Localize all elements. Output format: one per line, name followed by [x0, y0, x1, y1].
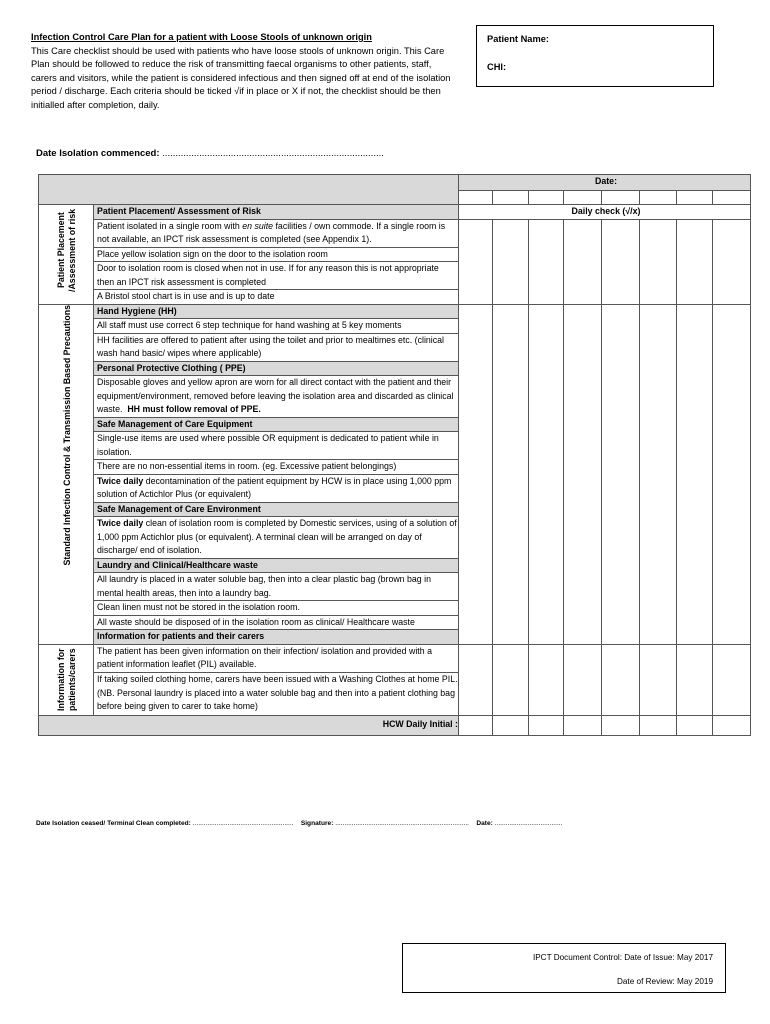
section-ppe: Personal Protective Clothing ( PPE): [94, 361, 459, 376]
hcw-daily-initial-label: HCW Daily Initial :: [39, 715, 459, 735]
date-isolation-label: Date Isolation commenced:: [36, 148, 160, 159]
check-cell[interactable]: [677, 644, 713, 715]
ceased-label: Date Isolation ceased/ Terminal Clean completed:: [36, 820, 191, 827]
item-equipment-decon: Twice daily decontamination of the patient equipment by HCW is in place using 1,000 ppm solution of Actichlor Plus (or equivalent): [94, 474, 459, 502]
group-placement: Patient Placement /Assessment of risk: [39, 205, 94, 305]
check-cell[interactable]: [493, 219, 529, 304]
initial-cell[interactable]: [459, 715, 493, 735]
patient-name-label: Patient Name:: [487, 34, 549, 44]
date-cell[interactable]: [459, 191, 493, 205]
check-cell[interactable]: [529, 644, 564, 715]
group-info-patients: Information for patients/carers: [39, 644, 94, 715]
item-waste-disposal: All waste should be disposed of in the isolation room as clinical/ Healthcare waste: [94, 615, 459, 630]
initial-cell[interactable]: [493, 715, 529, 735]
item-hh-facilities: HH facilities are offered to patient after using the toilet and prior to mealtimes etc. (clinical wash hand basic/ wipes where applicable): [94, 333, 459, 361]
date-isolation-commenced[interactable]: [36, 148, 384, 159]
check-cell[interactable]: [640, 219, 677, 304]
check-cell[interactable]: [640, 304, 677, 644]
check-cell[interactable]: [677, 219, 713, 304]
date-header: Date:: [459, 175, 751, 191]
ceased-field[interactable]: .......................................................: [190, 820, 294, 827]
item-laundry-bag: All laundry is placed in a water soluble bag, then into a clear plastic bag (brown bag in mental health areas, then into a laundry bag.: [94, 573, 459, 601]
section-care-equipment: Safe Management of Care Equipment: [94, 417, 459, 432]
section-hand-hygiene: Hand Hygiene (HH): [94, 304, 459, 319]
chi-label: CHI:: [487, 62, 507, 72]
check-cell[interactable]: [459, 219, 493, 304]
check-cell[interactable]: [529, 304, 564, 644]
check-cell[interactable]: [459, 304, 493, 644]
item-hand-washing: All staff must use correct 6 step technique for hand washing at 5 key moments: [94, 319, 459, 334]
table-header-blank: [39, 175, 459, 205]
date-cell[interactable]: [564, 191, 602, 205]
check-cell[interactable]: [602, 304, 640, 644]
patient-details-box: [476, 25, 714, 87]
item-washing-clothes: If taking soiled clothing home, carers have been issued with a Washing Clothes at home PIL. (NB. Personal laundry is placed into a water soluble bag and then into a patient clothing bag before being given to carer to take home): [94, 673, 459, 715]
item-no-non-essential: There are no non-essential items in room. (eg. Excessive patient belongings): [94, 460, 459, 475]
date-cell[interactable]: [677, 191, 713, 205]
check-cell[interactable]: [564, 304, 602, 644]
signature-field[interactable]: .........................................................................: [333, 820, 469, 827]
check-cell[interactable]: [640, 644, 677, 715]
item-door-closed: Door to isolation room is closed when not in use. If for any reason this is not appropriate then an IPCT risk assessment is completed: [94, 262, 459, 290]
document-title: Infection Control Care Plan for a patient with Loose Stools of unknown origin: [31, 32, 372, 42]
signoff-date-field[interactable]: .....................................: [492, 820, 563, 827]
group-standard-precautions: Standard Infection Control & Transmission Based Precautions: [39, 304, 94, 644]
intro-body: This Care checklist should be used with patients who have loose stools of unknown origin. This Care Plan should be followed to reduce the risk of transmitting faecal organisms to other patients, staff, carers and visitors, while the patient is considered infectious and then signed off at end of the isolation period / discharge. Each criteria should be ticked √if in place or X if not, the checklist should be then initialled after completion, daily.: [31, 45, 451, 110]
date-cell[interactable]: [602, 191, 640, 205]
care-checklist-table: [38, 174, 751, 736]
initial-cell[interactable]: [529, 715, 564, 735]
daily-check-header: Daily check (√/x): [459, 205, 751, 220]
date-cell[interactable]: [713, 191, 751, 205]
section-care-environment: Safe Management of Care Environment: [94, 502, 459, 517]
initial-cell[interactable]: [564, 715, 602, 735]
section-laundry-waste: Laundry and Clinical/Healthcare waste: [94, 558, 459, 573]
check-cell[interactable]: [713, 644, 751, 715]
item-single-room: Patient isolated in a single room with en suite facilities / own commode. If a single room is not available, an IPCT risk assessment is completed (see Appendix 1).: [94, 219, 459, 247]
section-placement: Patient Placement/ Assessment of Risk: [94, 205, 459, 220]
signature-label: Signature:: [300, 820, 334, 827]
date-cell[interactable]: [529, 191, 564, 205]
check-cell[interactable]: [564, 219, 602, 304]
date-cell[interactable]: [493, 191, 529, 205]
item-clean-linen: Clean linen must not be stored in the isolation room.: [94, 601, 459, 616]
check-cell[interactable]: [602, 644, 640, 715]
check-cell[interactable]: [602, 219, 640, 304]
initial-cell[interactable]: [640, 715, 677, 735]
intro-text: [31, 31, 451, 113]
date-isolation-field[interactable]: ....................................................................................: [159, 148, 384, 159]
check-cell[interactable]: [564, 644, 602, 715]
check-cell[interactable]: [493, 644, 529, 715]
initial-cell[interactable]: [713, 715, 751, 735]
item-bristol-chart: A Bristol stool chart is in use and is up to date: [94, 290, 459, 305]
signoff-line: [36, 820, 562, 827]
check-cell[interactable]: [677, 304, 713, 644]
check-cell[interactable]: [713, 304, 751, 644]
date-of-issue: IPCT Document Control: Date of Issue: May 2017: [532, 953, 713, 962]
check-cell[interactable]: [713, 219, 751, 304]
initial-cell[interactable]: [602, 715, 640, 735]
check-cell[interactable]: [493, 304, 529, 644]
date-cell[interactable]: [640, 191, 677, 205]
item-single-use: Single-use items are used where possible OR equipment is dedicated to patient while in isolation.: [94, 432, 459, 460]
date-of-review: Date of Review: May 2019: [616, 977, 713, 986]
check-cell[interactable]: [529, 219, 564, 304]
document-control-box: [402, 943, 726, 993]
signoff-date-label: Date:: [476, 820, 493, 827]
item-room-clean: Twice daily clean of isolation room is completed by Domestic services, using of a solution of 1,000 ppm Actichlor plus (or equivalent). A terminal clean will be arranged on day of discharge/ end of isolation.: [94, 517, 459, 559]
check-cell[interactable]: [459, 644, 493, 715]
section-patient-info: Information for patients and their carers: [94, 630, 459, 645]
initial-cell[interactable]: [677, 715, 713, 735]
item-gloves-apron: Disposable gloves and yellow apron are worn for all direct contact with the patient and their equipment/environment, removed before leaving the isolation area and discarded as clinical waste. HH must follow removal of PPE.: [94, 376, 459, 418]
item-isolation-sign: Place yellow isolation sign on the door to the isolation room: [94, 247, 459, 262]
item-patient-leaflet: The patient has been given information on their infection/ isolation and provided with a patient information leaflet (PIL) available.: [94, 644, 459, 673]
